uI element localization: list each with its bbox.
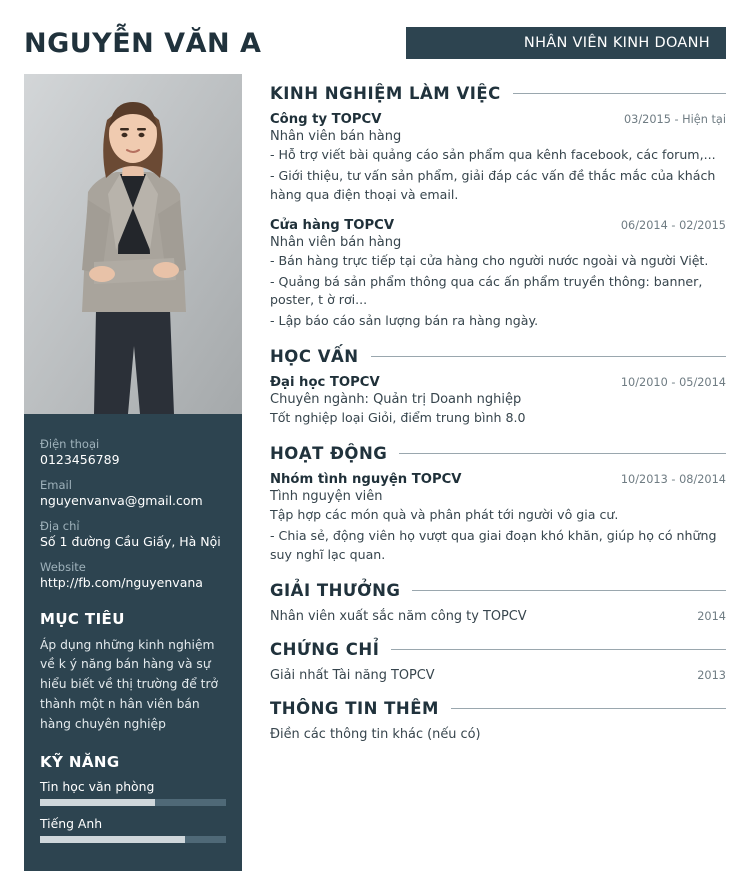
section-title: KINH NGHIỆM LÀM VIỆC <box>270 84 501 103</box>
sidebar <box>24 74 242 871</box>
sidebar-dark-panel <box>24 414 242 871</box>
cv-header <box>0 0 750 74</box>
section-title: CHỨNG CHỈ <box>270 639 380 659</box>
contact-list <box>40 437 226 592</box>
additional-item <box>270 727 726 742</box>
entry-header <box>270 472 726 487</box>
entry-organization: Công ty TOPCV <box>270 112 382 127</box>
entry-role: Nhân viên bán hàng <box>270 129 402 144</box>
entry-organization: Nhóm tình nguyện TOPCV <box>270 472 462 488</box>
experience-entry <box>270 112 726 205</box>
entry-detail: Tập hợp các món quà và phân phát tới người vô gia cư. <box>270 507 619 523</box>
entry-date: 06/2014 - 02/2015 <box>620 218 726 232</box>
section-experience <box>270 84 726 331</box>
entry-date: 10/2010 - 05/2014 <box>620 376 726 390</box>
objective-title: MỤC TIÊU <box>40 609 125 628</box>
cv-body <box>0 74 750 871</box>
section-header <box>270 347 726 366</box>
skills-section <box>40 753 226 843</box>
entry-detail: - Lập báo cáo sản lượng bán ra hàng ngày. <box>270 313 539 329</box>
objective-section <box>40 610 226 736</box>
section-divider <box>399 453 726 454</box>
section-header <box>270 581 726 600</box>
section-divider <box>391 649 726 650</box>
section-awards <box>270 581 726 624</box>
skill-progress-fill <box>40 836 185 843</box>
section-header <box>270 640 726 659</box>
skill-label: Tin học văn phòng <box>40 779 155 795</box>
activity-entry <box>270 472 726 565</box>
entry-detail: - Hỗ trợ viết bài quảng cáo sản phẩm qua kênh facebook, các forum,... <box>270 147 716 162</box>
award-text: Nhân viên xuất sắc năm công ty TOPCV <box>270 608 527 624</box>
entry-detail: - Chia sẻ, động viên họ vượt qua giai đoạn khó khăn, giúp họ có những suy nghĩ lạc quan. <box>270 528 717 562</box>
section-header <box>270 444 726 463</box>
section-header <box>270 699 726 718</box>
skills-title: KỸ NĂNG <box>40 753 120 772</box>
section-additional <box>270 699 726 742</box>
entry-detail: - Giới thiệu, tư vấn sản phẩm, giải đáp các vấn đề thắc mắc của khách hàng qua điện thoại và email. <box>270 167 716 202</box>
contact-item <box>40 478 226 510</box>
objective-text: Áp dụng những kinh nghiệm về k ý năng bán hàng và sự hiểu biết về thị trường để trở thành một n hân viên bán hàng chuyên nghiệp <box>40 637 219 732</box>
award-item <box>270 609 726 624</box>
contact-value: 0123456789 <box>40 452 120 467</box>
section-divider <box>371 356 726 357</box>
entry-header <box>270 375 726 390</box>
certificate-text: Giải nhất Tài năng TOPCV <box>270 667 435 683</box>
contact-item <box>40 560 226 592</box>
avatar <box>24 74 242 414</box>
section-title: THÔNG TIN THÊM <box>270 698 439 718</box>
job-title-badge: NHÂN VIÊN KINH DOANH <box>406 27 726 59</box>
award-date: 2014 <box>697 609 726 623</box>
entry-organization: Đại học TOPCV <box>270 375 380 391</box>
certificate-item <box>270 668 726 683</box>
section-title: GIẢI THƯỞNG <box>270 580 401 600</box>
entry-organization: Cửa hàng TOPCV <box>270 217 395 233</box>
entry-detail: Tốt nghiệp loại Giỏi, điểm trung bình 8.0 <box>270 410 526 426</box>
section-activities <box>270 444 726 565</box>
certificate-date: 2013 <box>697 668 726 682</box>
section-divider <box>451 708 726 709</box>
contact-label: Website <box>40 559 86 574</box>
contact-item <box>40 437 226 469</box>
experience-entry <box>270 218 726 332</box>
page-title: NGUYỄN VĂN A <box>24 27 262 59</box>
section-title: HỌC VẤN <box>270 347 359 367</box>
section-title: HOẠT ĐỘNG <box>270 444 388 464</box>
section-header <box>270 84 726 103</box>
entry-date: 03/2015 - Hiện tại <box>623 113 726 126</box>
main-content <box>242 74 726 871</box>
education-entry <box>270 375 726 428</box>
section-divider <box>513 93 726 94</box>
entry-header <box>270 112 726 127</box>
contact-label: Địa chỉ <box>40 518 80 533</box>
entry-role: Tình nguyện viên <box>270 489 383 505</box>
section-education <box>270 347 726 428</box>
entry-detail: - Quảng bá sản phẩm thông qua các ấn phẩm truyền thông: banner, poster, t ờ rơi... <box>270 273 703 308</box>
contact-value: Số 1 đường Cầu Giấy, Hà Nội <box>40 533 221 549</box>
entry-detail: - Bán hàng trực tiếp tại cửa hàng cho người nước ngoài và người Việt. <box>270 252 709 268</box>
skill-progress-fill <box>40 799 155 806</box>
contact-label: Email <box>40 477 72 492</box>
skill-label: Tiếng Anh <box>40 816 103 832</box>
skill-progress-bar <box>40 836 226 843</box>
section-certificates <box>270 640 726 683</box>
entry-major: Chuyên ngành: Quản trị Doanh nghiệp <box>270 392 522 408</box>
contact-item <box>40 519 226 551</box>
entry-role: Nhân viên bán hàng <box>270 234 402 250</box>
contact-label: Điện thoại <box>40 437 100 451</box>
contact-value-website[interactable]: http://fb.com/nguyenvana <box>40 574 203 590</box>
additional-text: Điền các thông tin khác (nếu có) <box>270 726 481 742</box>
skill-progress-bar <box>40 799 226 806</box>
skill-item <box>40 779 226 806</box>
portrait-illustration <box>24 74 242 414</box>
contact-value: nguyenvanva@gmail.com <box>40 492 203 508</box>
entry-header <box>270 218 726 233</box>
entry-date: 10/2013 - 08/2014 <box>620 473 726 487</box>
skill-item <box>40 816 226 843</box>
section-divider <box>412 590 726 591</box>
